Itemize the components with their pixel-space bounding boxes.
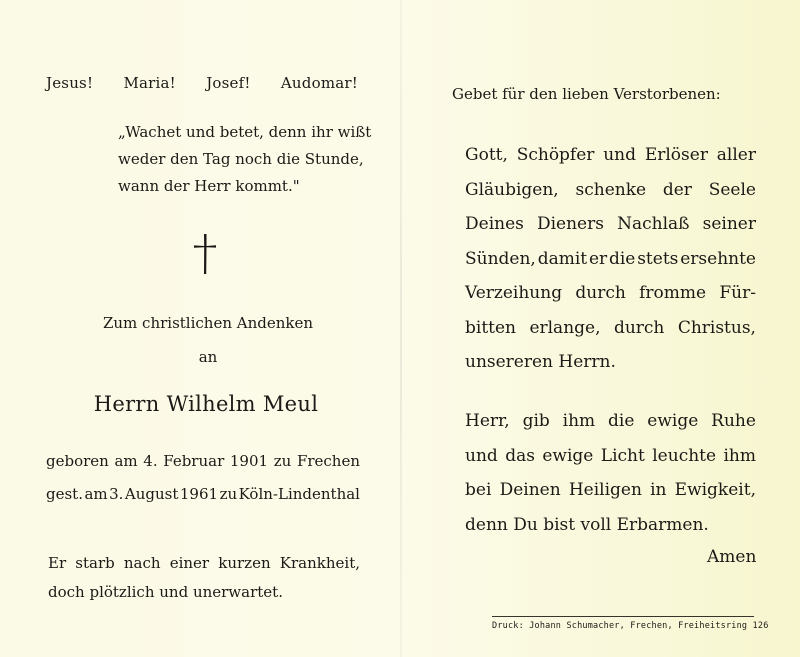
quote-line-3: wann der Herr kommt." (118, 177, 300, 195)
born-word: 1901 (229, 452, 269, 470)
prayer-line-2-word: Gläubigen, (465, 179, 559, 200)
prayer-line-4-word: damit (537, 248, 588, 269)
died-word: am (84, 485, 108, 503)
prayer-line-5-word: Verzeihung (465, 283, 563, 303)
died-word: Köln-Lindenthal (238, 485, 360, 503)
died-word: 1961 (179, 485, 219, 503)
prayer2-line-3-word: bei (465, 480, 492, 500)
prayer2-line-1-word: Ruhe (711, 411, 756, 431)
printer-divider (492, 616, 754, 617)
born-word: 4. (143, 452, 158, 470)
prayer2-line-2-word: Licht (600, 445, 645, 466)
death-line-1-word: starb (75, 554, 115, 572)
prayer-line-1-word: aller (716, 145, 756, 165)
prayer2-line-1-word: Herr, (465, 411, 510, 431)
prayer-line-6-word: Christus, (677, 317, 756, 338)
death-line-1 (48, 549, 360, 578)
death-line-2: doch plötzlich und unerwartet. (48, 583, 283, 601)
prayer-line-3-word: Deines (465, 214, 524, 234)
prayer-line-4-word: er (588, 248, 608, 269)
born-word: Februar (163, 452, 225, 470)
prayer-heading: Gebet für den lieben Verstorbenen: (452, 85, 721, 103)
prayer-line-1-word: Erlöser (644, 145, 708, 165)
prayer2-line-2-word: ewige (542, 445, 594, 466)
prayer-line-6-word: durch (613, 317, 665, 338)
quote-line-2: weder den Tag noch die Stunde, (118, 150, 364, 168)
name-maria: Maria! (123, 74, 176, 92)
prayer-line-5-word: durch (575, 283, 626, 303)
prayer-line-4-word: die (608, 248, 636, 269)
prayer2-line-2-word: das (505, 445, 535, 466)
deceased-name: Herrn Wilhelm Meul (93, 392, 319, 416)
death-line-1-word: kurzen (218, 554, 271, 572)
prayer2-line-1-word: gib (522, 411, 550, 431)
cross-icon (183, 232, 227, 276)
born-word: zu (273, 452, 292, 470)
prayer-line-2-word: Seele (708, 179, 756, 200)
prayer-line-4-word: Sünden, (465, 248, 536, 269)
death-line-1-word: Krankheit, (279, 554, 360, 572)
prayer2-line-1-word: ihm (562, 411, 596, 431)
death-line-1-word: nach (123, 554, 161, 572)
prayer-text-2 (465, 404, 756, 542)
born-word: geboren (46, 452, 109, 470)
prayer2-line-3-word: Heiligen (568, 480, 642, 500)
prayer-line-4-word: ersehnte (680, 248, 756, 269)
prayer-line-4 (465, 242, 756, 277)
prayer2-line-4: denn Du bist voll Erbarmen. (465, 514, 709, 535)
prayer-line-6-word: erlange, (529, 317, 601, 338)
prayer2-line-2 (465, 439, 756, 474)
born-word: Frechen (296, 452, 360, 470)
memorial-line: Zum christlichen Andenken (102, 314, 314, 332)
prayer-line-2 (465, 173, 756, 208)
bible-quote (118, 119, 372, 200)
prayer-line-3 (465, 207, 756, 242)
died-line (46, 485, 360, 503)
prayer2-line-3 (465, 473, 756, 508)
died-word: zu (219, 485, 238, 503)
died-text (46, 485, 360, 503)
prayer-line-7: unsereren Herrn. (465, 352, 616, 372)
prayer-line-1-word: und (603, 145, 637, 165)
born-text (46, 452, 360, 470)
prayer-line-3-word: Dieners (536, 214, 604, 234)
prayer2-line-2-word: ihm (723, 445, 756, 466)
prayer2-line-1-word: die (608, 411, 635, 431)
printer-imprint: Druck: Johann Schumacher, Frechen, Freiheitsring 126 (492, 621, 769, 631)
death-line-1-word: einer (169, 554, 210, 572)
prayer2-line-2-word: und (465, 445, 498, 466)
prayer-line-4-word: stets (637, 248, 679, 269)
name-jesus: Jesus! (46, 74, 94, 92)
born-word: am (114, 452, 138, 470)
prayer-line-1-word: Gott, (465, 145, 508, 165)
death-line-1-word: Er (48, 554, 67, 572)
prayer-line-5 (465, 276, 756, 311)
prayer2-line-3-word: in (650, 480, 667, 500)
born-line (46, 452, 360, 470)
quote-line-1: „Wachet und betet, denn ihr wißt (118, 123, 372, 141)
name-josef: Josef! (206, 74, 251, 92)
death-description (48, 549, 360, 607)
died-word: 3. (109, 485, 124, 503)
an-line: an (198, 348, 218, 366)
prayer-line-3-word: Nachlaß (617, 214, 690, 234)
prayer-line-5-word: fromme (639, 283, 707, 303)
prayer2-line-2-word: leuchte (652, 445, 717, 466)
prayer-line-6 (465, 311, 756, 346)
prayer-line-1-word: Schöpfer (516, 145, 595, 165)
died-word: gest. (46, 485, 83, 503)
prayer-line-2-word: schenke (575, 179, 647, 200)
right-panel (400, 0, 800, 657)
prayer-text (465, 138, 756, 380)
name-audomar: Audomar! (280, 74, 358, 92)
prayer-line-1 (465, 138, 756, 173)
prayer2-line-3-word: Ewigkeit, (674, 480, 756, 500)
prayer2-line-1 (465, 404, 756, 439)
prayer2-line-3-word: Deinen (499, 480, 561, 500)
prayer2-line-1-word: ewige (647, 411, 699, 431)
prayer-line-5-word: Für- (719, 283, 756, 303)
amen: Amen (707, 547, 757, 567)
prayer-line-3-word: seiner (702, 214, 756, 234)
died-word: August (124, 485, 179, 503)
prayer-line-2-word: der (662, 179, 692, 200)
invocation-names (46, 74, 358, 92)
prayer-line-6-word: bitten (465, 317, 516, 338)
